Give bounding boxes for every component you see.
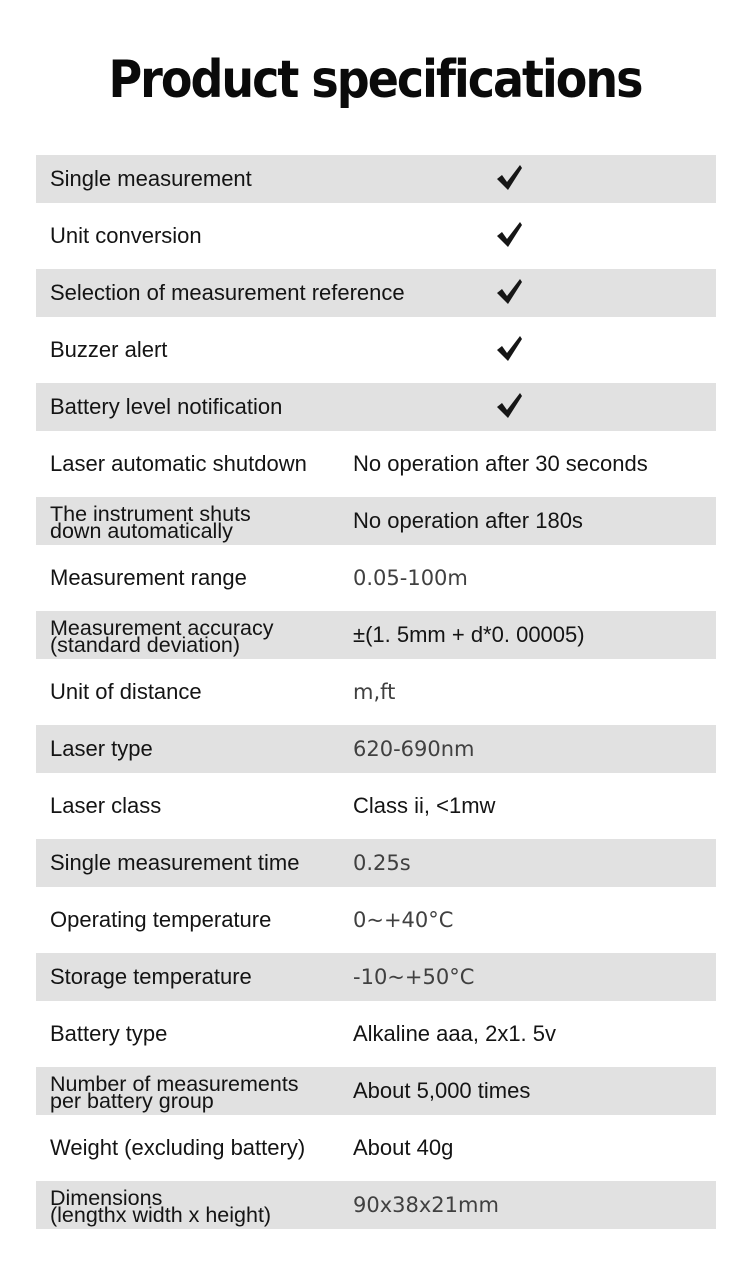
feature-row	[36, 154, 716, 211]
feature-row	[36, 325, 716, 382]
spec-label: Laser automatic shutdown	[50, 451, 307, 476]
spec-value: Alkaline aaa, 2x1. 5v	[353, 1021, 557, 1046]
feature-label: Battery level notification	[50, 394, 283, 419]
check-icon	[494, 333, 524, 365]
check-icon	[494, 162, 524, 194]
spec-label: Measurement range	[50, 565, 247, 590]
spec-label: Dimensions (lengthx width x height)	[50, 1186, 272, 1227]
spec-value: No operation after 30 seconds	[353, 451, 648, 476]
spec-label: Measurement accuracy (standard deviation)	[50, 616, 274, 657]
spec-value: 620-690nm	[353, 737, 475, 761]
spec-row	[36, 439, 716, 496]
spec-row	[36, 610, 716, 667]
spec-row	[36, 496, 716, 553]
spec-value: ±(1. 5mm + d*0. 00005)	[353, 622, 585, 647]
spec-row	[36, 838, 716, 895]
spec-value: m,ft	[353, 680, 396, 704]
spec-value: About 40g	[353, 1135, 454, 1160]
spec-row	[36, 553, 716, 610]
spec-row	[36, 781, 716, 838]
spec-row	[36, 1123, 716, 1180]
spec-label: Weight (excluding battery)	[50, 1135, 306, 1160]
spec-row	[36, 1180, 716, 1237]
spec-row	[36, 952, 716, 1009]
spec-label: Battery type	[50, 1021, 168, 1046]
check-icon	[494, 219, 524, 251]
feature-label: Buzzer alert	[50, 337, 168, 362]
spec-label: The instrument shuts down automatically	[50, 502, 251, 543]
check-icon	[494, 390, 524, 422]
spec-table	[36, 154, 716, 1237]
spec-label: Operating temperature	[50, 907, 272, 932]
spec-row	[36, 895, 716, 952]
spec-value: 0~+40°C	[353, 908, 454, 932]
spec-value: About 5,000 times	[353, 1078, 531, 1103]
check-icon	[494, 276, 524, 308]
feature-label: Single measurement	[50, 166, 252, 191]
spec-value: No operation after 180s	[353, 508, 583, 533]
spec-row	[36, 1066, 716, 1123]
spec-label: Laser type	[50, 736, 153, 761]
page-title: Product specifications	[108, 48, 642, 110]
feature-row	[36, 268, 716, 325]
spec-label: Number of measurements per battery group	[50, 1072, 299, 1113]
spec-row	[36, 667, 716, 724]
spec-label: Unit of distance	[50, 679, 202, 704]
feature-row	[36, 382, 716, 439]
spec-value: 0.05-100m	[353, 566, 468, 590]
spec-label: Laser class	[50, 793, 162, 818]
spec-value: Class ii, <1mw	[353, 793, 496, 818]
spec-label: Single measurement time	[50, 850, 300, 875]
spec-value: 90x38x21mm	[353, 1193, 499, 1217]
spec-row	[36, 724, 716, 781]
feature-row	[36, 211, 716, 268]
feature-label: Unit conversion	[50, 223, 202, 248]
spec-label: Storage temperature	[50, 964, 252, 989]
spec-value: 0.25s	[353, 851, 411, 875]
spec-value: -10~+50°C	[353, 965, 475, 989]
spec-row	[36, 1009, 716, 1066]
feature-label: Selection of measurement reference	[50, 280, 405, 305]
